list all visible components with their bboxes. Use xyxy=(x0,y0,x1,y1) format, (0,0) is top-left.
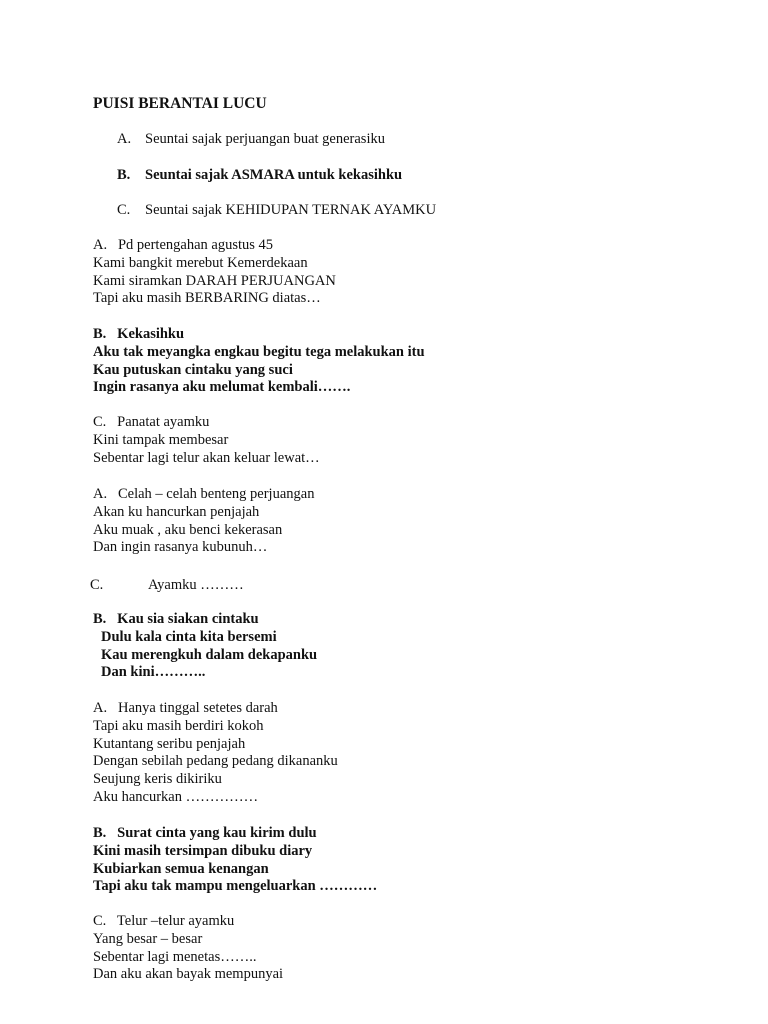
poem-line: Aku tak meyangka engkau begitu tega melakukan itu xyxy=(93,343,425,360)
intro-letter: B. xyxy=(117,167,131,183)
poem-line: Dan aku akan bayak mempunyai xyxy=(93,966,284,983)
poem-line: Dengan sebilah pedang pedang dikananku xyxy=(93,753,338,770)
poem-line: Kini masih tersimpan dibuku diary xyxy=(93,842,313,859)
poem-line: Dan ingin rasanya kubunuh… xyxy=(93,539,268,556)
poem-line: Kau merengkuh dalam dekapanku xyxy=(101,646,318,663)
poem-line: A. Celah – celah benteng perjuangan xyxy=(93,486,315,502)
intro-item-b xyxy=(117,167,402,185)
poem-line: Yang besar – besar xyxy=(93,930,203,947)
poem-line: Kau putuskan cintaku yang suci xyxy=(93,361,293,378)
poem-line: Seujung keris dikiriku xyxy=(93,771,222,788)
poem-line: Ayamku ……… xyxy=(148,577,244,593)
poem-line: Kini tampak membesar xyxy=(93,431,229,448)
poem-line: C. Panatat ayamku xyxy=(93,414,210,430)
poem-line: Tapi aku tak mampu mengeluarkan ………… xyxy=(93,878,378,895)
intro-text: Seuntai sajak ASMARA untuk kekasihku xyxy=(145,167,403,183)
poem-line: A. Pd pertengahan agustus 45 xyxy=(93,237,274,253)
stanza-c1 xyxy=(93,414,320,467)
poem-line: A. Hanya tinggal setetes darah xyxy=(93,700,278,716)
poem-line: Aku muak , aku benci kekerasan xyxy=(93,521,283,538)
intro-letter: A. xyxy=(117,131,132,147)
stanza-b2 xyxy=(93,611,317,682)
stanza-b3 xyxy=(93,825,377,896)
poem-letter: C. xyxy=(90,577,104,593)
poem-line: B. Kekasihku xyxy=(93,326,185,342)
stanza-c2 xyxy=(90,577,244,595)
document-title: PUISI BERANTAI LUCU xyxy=(93,95,267,112)
intro-letter: C. xyxy=(117,202,131,218)
poem-line: Sebentar lagi telur akan keluar lewat… xyxy=(93,449,320,466)
poem-line: Dan kini……….. xyxy=(101,664,206,681)
poem-line: B. Surat cinta yang kau kirim dulu xyxy=(93,825,317,841)
intro-text: Seuntai sajak KEHIDUPAN TERNAK AYAMKU xyxy=(145,202,437,218)
stanza-a1 xyxy=(93,237,336,308)
poem-line: Kami siramkan DARAH PERJUANGAN xyxy=(93,272,336,289)
stanza-b1 xyxy=(93,326,425,397)
poem-line: Dulu kala cinta kita bersemi xyxy=(101,628,277,645)
poem-line: C. Telur –telur ayamku xyxy=(93,913,235,929)
poem-line: Kami bangkit merebut Kemerdekaan xyxy=(93,254,308,271)
poem-line: B. Kau sia siakan cintaku xyxy=(93,611,259,627)
intro-text: Seuntai sajak perjuangan buat generasiku xyxy=(145,131,385,147)
poem-line: Sebentar lagi menetas…….. xyxy=(93,948,257,965)
poem-line: Ingin rasanya aku melumat kembali……. xyxy=(93,379,351,396)
poem-line: Kubiarkan semua kenangan xyxy=(93,860,269,877)
poem-line: Aku hancurkan …………… xyxy=(93,788,259,805)
poem-line: Kutantang seribu penjajah xyxy=(93,735,246,752)
poem-line: Tapi aku masih BERBARING diatas… xyxy=(93,290,321,307)
poem-line: Akan ku hancurkan penjajah xyxy=(93,503,260,520)
stanza-c3 xyxy=(93,913,283,984)
intro-item-a xyxy=(117,131,385,149)
stanza-a2 xyxy=(93,486,314,557)
stanza-a3 xyxy=(93,700,338,807)
poem-line: Tapi aku masih berdiri kokoh xyxy=(93,717,264,734)
intro-item-c xyxy=(117,202,436,220)
